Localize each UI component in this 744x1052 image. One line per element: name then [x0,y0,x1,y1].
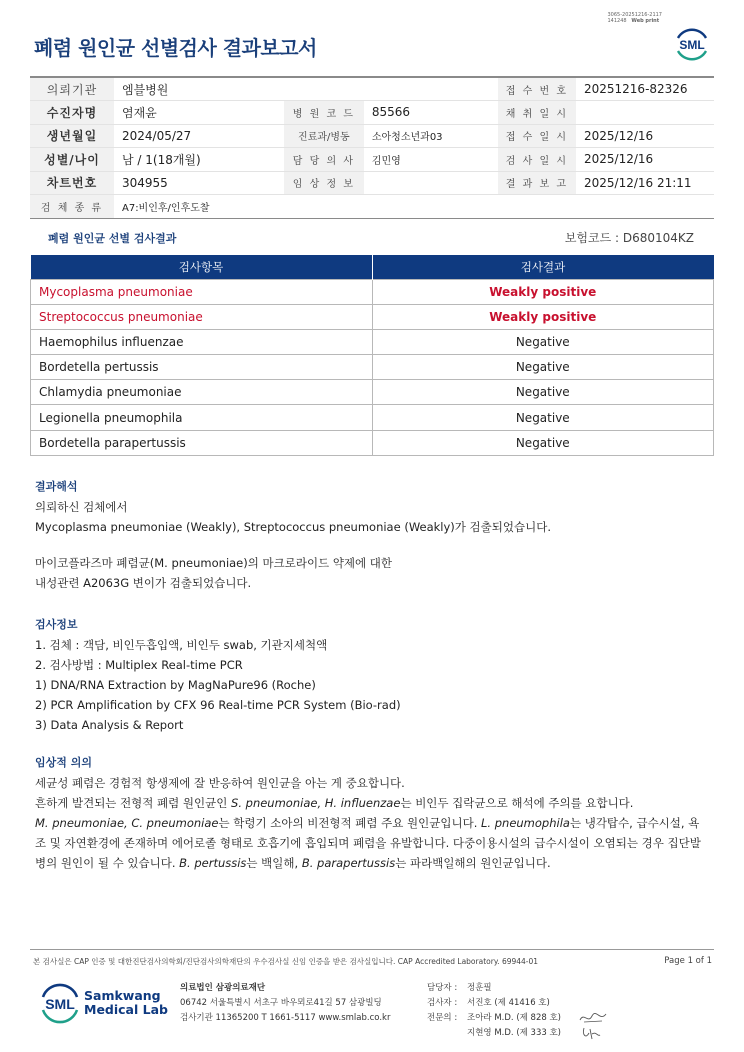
company-contact: 검사기관 11365200 T 1661-5117 www.smlab.co.kr [180,1013,391,1023]
test-info-line: 1) DNA/RNA Extraction by MagNaPure96 (Roche) [35,678,316,692]
report-code-line1: 3065-20251216-2117 [607,12,662,18]
table-row [31,355,714,380]
sex-age: 남 / 1(18개월) [114,148,284,172]
test-info-heading: 검사정보 [35,618,78,631]
table-row [31,304,714,329]
test-result: Negative [372,355,713,380]
test-item: Chlamydia pneumoniae [31,380,373,405]
report-date: 2025/12/16 21:11 [576,171,714,195]
accreditation-note: 본 검사실은 CAP 인증 및 대한진단검사의학회/진단검사의학재단의 우수검사실 신임 인증을 받은 검사실입니다. CAP Accredited Laboratory. 69944-01 [33,957,539,966]
clinical-info [364,171,498,195]
clinical-paragraph: 세균성 폐렴은 경험적 항생제에 잘 반응하여 원인균을 아는 게 중요합니다. [35,776,405,790]
specialist-name: 지현영 M.D. (제 333 호) [467,1028,562,1038]
insurance-code: 보험코드 : D680104KZ [564,231,694,245]
footer-divider [30,949,714,950]
test-info-line: 2. 검사방법 : Multiplex Real-time PCR [35,658,243,672]
collect-date [576,101,714,125]
receipt-no: 20251216-82326 [576,77,714,101]
patient-name-label: 수진자명 [30,101,114,125]
results-section-header [30,226,714,248]
col-item-header: 검사항목 [31,255,373,279]
test-item: Streptococcus pneumoniae [31,304,373,329]
company-address: 06742 서울특별시 서초구 바우뫼로41길 57 삼광빌딩 [180,998,382,1008]
doctor-label: 담 당 의 사 [284,148,364,172]
table-row [31,279,714,304]
receive-date-label: 접 수 일 시 [498,124,576,148]
dept: 소아청소년과03 [364,124,498,148]
company-name: 의료법인 삼광의료재단 [180,983,266,993]
interpretation-line: 마이코플라즈마 폐렴균(M. pneumoniae)의 마크로라이드 약제에 대한 [35,556,393,570]
sml-footer-logo-icon [36,982,84,1024]
results-header-row [31,255,714,279]
manager-name: 정훈필 [467,983,492,993]
clinical-heading: 임상적 의의 [35,756,92,769]
signature-icon [578,1010,608,1026]
test-result: Weakly positive [372,279,713,304]
report-date-label: 결 과 보 고 [498,171,576,195]
signature-icon [580,1025,604,1041]
doctor: 김민영 [364,148,498,172]
test-result: Negative [372,430,713,455]
report-code-line2: 141248 Web print [607,18,660,24]
test-info-line: 1. 검체 : 객담, 비인두흡입액, 비인두 swab, 기관지세척액 [35,638,328,652]
specimen: A7:비인후/인후도찰 [114,195,714,219]
test-result: Weakly positive [372,304,713,329]
patient-name: 염재윤 [114,101,284,125]
sml-logo-text: SML [679,38,705,52]
test-item: Haemophilus influenzae [31,329,373,354]
report-id-code [607,12,662,24]
clinical-paragraph: 흔하게 발견되는 전형적 폐렴 원인균인 S. pneumoniae, H. influenzae는 비인두 집락균으로 해석에 주의를 요합니다. [35,796,634,810]
interpretation-line: 의뢰하신 검체에서 [35,500,128,514]
chart-no: 304955 [114,171,284,195]
test-info-line: 2) PCR Amplification by CFX 96 Real-time PCR System (Bio-rad) [35,698,401,712]
table-row [31,405,714,430]
results-section-title: 폐렴 원인균 선별 검사결과 [48,232,177,245]
test-info-line: 3) Data Analysis & Report [35,718,184,732]
receipt-no-label: 접 수 번 호 [498,77,576,101]
page-number: Page 1 of 1 [664,956,712,966]
table-row [31,430,714,455]
receive-date: 2025/12/16 [576,124,714,148]
results-table [30,255,714,456]
interpretation-section [35,477,715,593]
clinical-section [35,753,715,873]
request-org-label: 의뢰기관 [30,77,114,101]
request-org: 엠블병원 [114,77,498,101]
collect-date-label: 채 취 일 시 [498,101,576,125]
tester-label: 검사자 : [427,998,458,1008]
table-row [31,380,714,405]
test-item: Bordetella parapertussis [31,430,373,455]
company-info [180,981,390,1026]
test-item: Bordetella pertussis [31,355,373,380]
test-result: Negative [372,329,713,354]
birth-date: 2024/05/27 [114,124,284,148]
birth-label: 생년월일 [30,124,114,148]
hospital-code-label: 병 원 코 드 [284,101,364,125]
hospital-code: 85566 [364,101,498,125]
dept-label: 진료과/병동 [284,124,364,148]
specialist-label: 전문의 : [427,1013,458,1023]
sml-logo-icon [672,24,712,64]
sml-footer-logo-text: SML [45,996,75,1012]
clinical-info-label: 임 상 정 보 [284,171,364,195]
col-result-header: 검사결과 [372,255,713,279]
clinical-paragraph: M. pneumoniae, C. pneumoniae는 학령기 소아의 비전형적 폐렴 주요 원인균입니다. L. pneumophila는 냉각탑수, 급수시설, 욕조 및 자연환경에 존재하며 에어로졸 형태로 호흡기에 흡입되며 폐렴을 유발합니다. 다중이용시설의 급수시설이 오염되는 경우 집단발병의 원인이 될 수 있습니다. B. pertussis는 백일해, B. parapertussis는 파라백일해의 원인균입니다. [35,816,701,870]
test-item: Mycoplasma pneumoniae [31,279,373,304]
specialist-name: 조아라 M.D. (제 828 호) [467,1013,562,1023]
test-date-label: 검 사 일 시 [498,148,576,172]
chart-no-label: 차트번호 [30,171,114,195]
interpretation-line: Mycoplasma pneumoniae (Weakly), Streptococcus pneumoniae (Weakly)가 검출되었습니다. [35,520,551,534]
patient-info-table [30,76,714,219]
lab-name: Samkwang Medical Lab [84,988,168,1017]
specimen-label: 검 체 종 류 [30,195,114,219]
interpretation-line: 내성관련 A2063G 변이가 검출되었습니다. [35,576,252,590]
test-info-section [35,615,715,735]
test-result: Negative [372,405,713,430]
page-title: 폐렴 원인균 선별검사 결과보고서 [34,36,317,60]
table-row [31,329,714,354]
manager-label: 담당자 : [427,983,458,993]
test-item: Legionella pneumophila [31,405,373,430]
staff-info [427,981,561,1041]
test-date: 2025/12/16 [576,148,714,172]
tester-name: 서진호 (제 41416 호) [467,998,550,1008]
sex-age-label: 성별/나이 [30,148,114,172]
test-result: Negative [372,380,713,405]
interpretation-heading: 결과해석 [35,480,78,493]
